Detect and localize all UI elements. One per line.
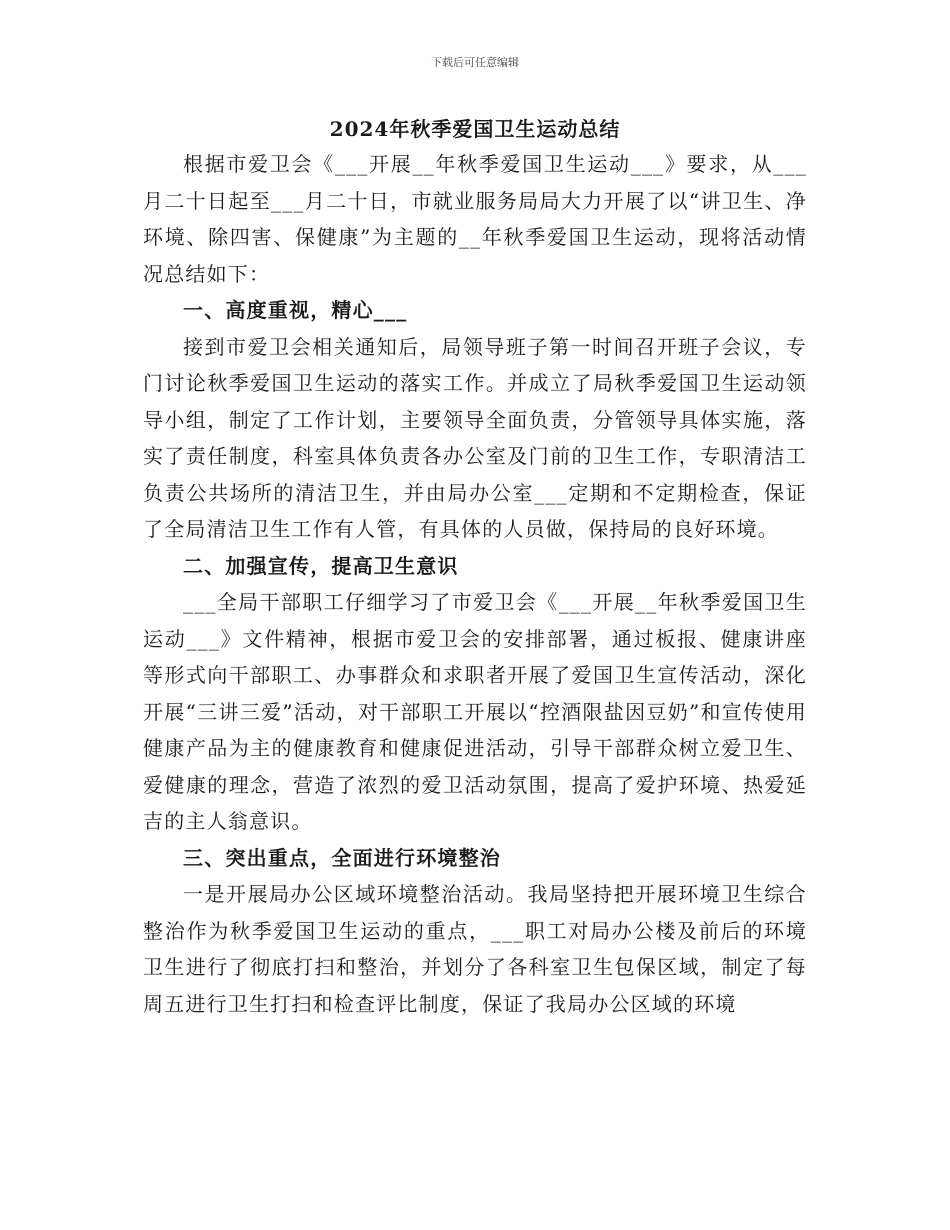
section-heading-2: 二、加强宣传，提高卫生意识 bbox=[183, 553, 459, 578]
section-heading-3: 三、突出重点，全面进行环境整治 bbox=[183, 845, 501, 870]
section-paragraph-3: 一是开展局办公区域环境整治活动。我局坚持把开展环境卫生综合整治作为秋季爱国卫生运动的重点，___职工对局办公楼及前后的环境卫生进行了彻底打扫和整治，并划分了各科室卫生包保区域，制定了每周五进行卫生打扫和检查评比制度，保证了我局办公区域的环境 bbox=[143, 882, 807, 1016]
intro-paragraph: 根据市爱卫会《___开展__年秋季爱国卫生运动___》要求，从___月二十日起至___月二十日，市就业服务局局大力开展了以“讲卫生、净环境、除四害、保健康”为主题的__年秋季爱国卫生运动，现将活动情况总结如下： bbox=[143, 152, 807, 286]
section-paragraph-1: 接到市爱卫会相关通知后，局领导班子第一时间召开班子会议，专门讨论秋季爱国卫生运动的落实工作。并成立了局秋季爱国卫生运动领导小组，制定了工作计划，主要领导全面负责，分管领导具体实施，落实了责任制度，科室具体负责各办公室及门前的卫生工作，专职清洁工负责公共场所的清洁卫生，并由局办公室___定期和不定期检查，保证了全局清洁卫生工作有人管，有具体的人员做，保持局的良好环境。 bbox=[143, 334, 807, 541]
document-body bbox=[143, 146, 807, 1022]
header-note: 下载后可任意编辑 bbox=[431, 56, 519, 69]
section-heading-1: 一、高度重视，精心___ bbox=[183, 298, 408, 322]
section-paragraph-2: ___全局干部职工仔细学习了市爱卫会《___开展__年秋季爱国卫生运动___》文件精神，根据市爱卫会的安排部署，通过板报、健康讲座等形式向干部职工、办事群众和求职者开展了爱国卫生宣传活动，深化开展“三讲三爱”活动，对干部职工开展以“控酒限盐因豆奶”和宣传使用健康产品为主的健康教育和健康促进活动，引导干部群众树立爱卫生、爱健康的理念，营造了浓烈的爱卫活动氛围，提高了爱护环境、热爱延吉的主人翁意识。 bbox=[143, 590, 807, 833]
document-title: 2024年秋季爱国卫生运动总结 bbox=[329, 117, 621, 141]
